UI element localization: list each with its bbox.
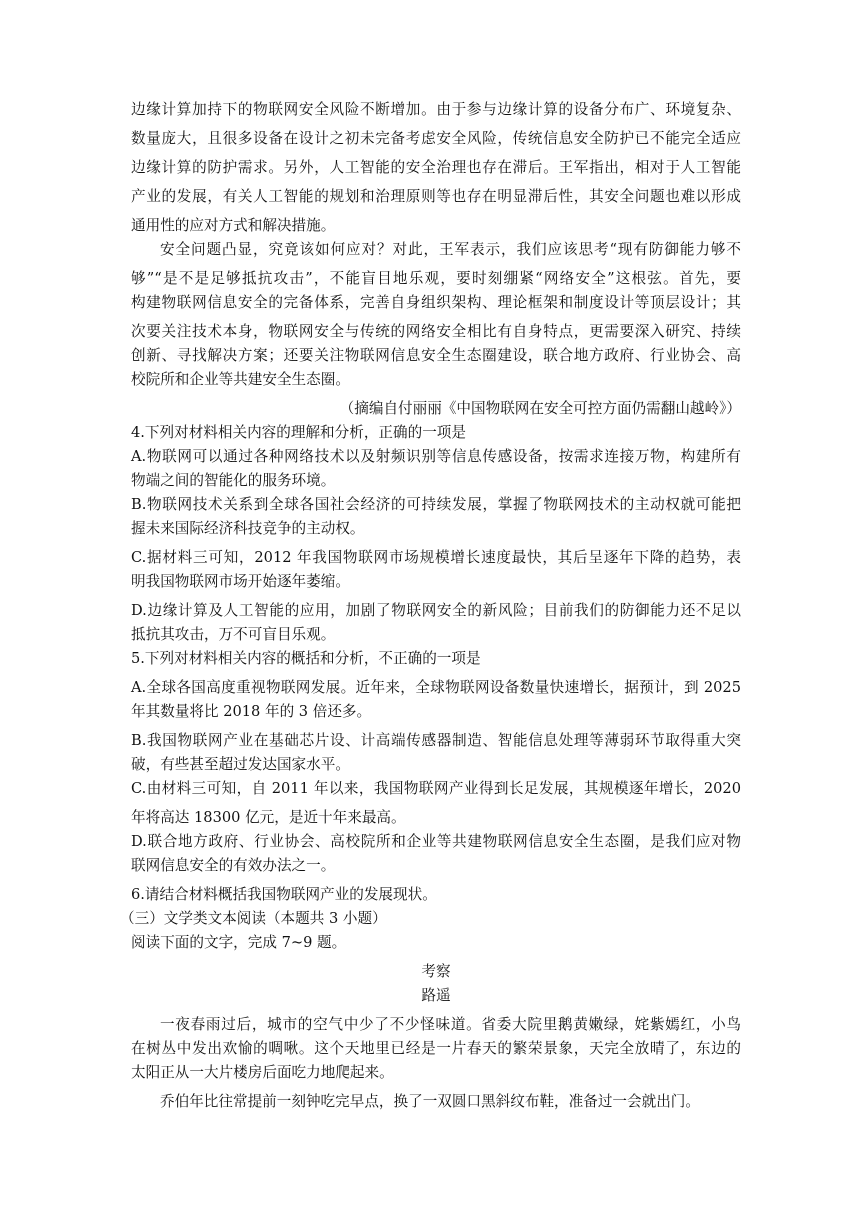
question-4-stem: 4.下列对材料相关内容的理解和分析，正确的一项是 <box>131 424 466 441</box>
section-instruction: 阅读下面的文字，完成 7~9 题。 <box>131 934 347 951</box>
q5-option-c: C.由材料三可知，自 2011 年以来，我国物联网产业得到长足发展，其规模逐年增长，2020 <box>131 780 741 797</box>
text-line: 数量庞大，且很多设备在设计之初未完备考虑安全风险，传统信息安全防护已不能完全适应 <box>131 130 741 147</box>
q4-option-d: D.边缘计算及人工智能的应用，加剧了物联网安全的新风险；目前我们的防御能力还不足以 <box>131 602 741 619</box>
q4-option-b: B.物联网技术关系到全球各国社会经济的可持续发展，掌握了物联网技术的主动权就可能把 <box>131 496 741 513</box>
q4-option-a: A.物联网可以通过各种网络技术以及射频识别等信息传感设备，按需求连接万物，构建所有 <box>131 448 741 465</box>
text-line: 通用性的应对方式和解决措施。 <box>131 217 336 234</box>
text-line: 在树丛中发出欢愉的啁啾。这个天地里已经是一片春天的繁荣景象，天完全放晴了，东边的 <box>131 1040 741 1057</box>
text-line: 产业的发展，有关人工智能的规划和治理原则等也存在明显滞后性，其安全问题也难以形成 <box>131 188 741 205</box>
q5-option-c-cont: 年将高达 18300 亿元，是近十年来最高。 <box>131 809 406 826</box>
text-line: 边缘计算加持下的物联网安全风险不断增加。由于参与边缘计算的设备分布广、环境复杂、 <box>131 101 741 118</box>
q4-option-c: C.据材料三可知，2012 年我国物联网市场规模增长速度最快，其后呈逐年下降的趋势，表 <box>131 549 741 566</box>
section-heading: （三）文学类文本阅读（本题共 3 小题） <box>120 910 387 927</box>
question-5-stem: 5.下列对材料相关内容的概括和分析，不正确的一项是 <box>131 650 481 667</box>
source-note: （摘编自付丽丽《中国物联网在安全可控方面仍需翻山越岭》） <box>339 400 741 417</box>
text-line: 一夜春雨过后，城市的空气中少了不少怪味道。省委大院里鹅黄嫩绿，姹紫嫣红，小鸟 <box>160 1016 741 1033</box>
q5-option-d-cont: 联网信息安全的有效办法之一。 <box>131 857 336 874</box>
story-author: 路遥 <box>421 987 451 1004</box>
text-line: 安全问题凸显，究竟该如何应对？对此，王军表示，我们应该思考“现有防御能力够不 <box>160 241 741 258</box>
text-line: 太阳正从一大片楼房后面吃力地爬起来。 <box>131 1064 394 1081</box>
text-line: 创新、寻找解决方案；还要关注物联网信息安全生态圈建设，联合地方政府、行业协会、高 <box>131 347 741 364</box>
q5-option-a: A.全球各国高度重视物联网发展。近年来，全球物联网设备数量快速增长，据预计，到 2025 <box>131 679 741 696</box>
q4-option-a-cont: 物端之间的智能化的服务环境。 <box>131 472 336 489</box>
text-line: 构建物联网信息安全的完备体系，完善自身组织架构、理论框架和制度设计等顶层设计；其 <box>131 294 741 311</box>
question-6-stem: 6.请结合材料概括我国物联网产业的发展现状。 <box>131 886 437 903</box>
text-line: 边缘计算的防护需求。另外，人工智能的安全治理也存在滞后。王军指出，相对于人工智能 <box>131 159 741 176</box>
q5-option-b-cont: 破，有些甚至超过发达国家水平。 <box>131 756 350 773</box>
q4-option-c-cont: 明我国物联网市场开始逐年萎缩。 <box>131 573 350 590</box>
q5-option-a-cont: 年其数量将比 2018 年的 3 倍还多。 <box>131 703 372 720</box>
text-line: 够”“是不是足够抵抗攻击”，不能盲目地乐观，要时刻绷紧“网络安全”这根弦。首先，要 <box>131 270 741 287</box>
q4-option-b-cont: 握未来国际经济科技竞争的主动权。 <box>131 520 365 537</box>
text-line: 校院所和企业等共建安全生态圈。 <box>131 371 350 388</box>
story-title: 考察 <box>421 963 451 980</box>
text-line: 次要关注技术本身，物联网安全与传统的网络安全相比有自身特点，更需要深入研究、持续 <box>131 323 741 340</box>
q4-option-d-cont: 抵抗其攻击，万不可盲目乐观。 <box>131 626 336 643</box>
q5-option-b: B.我国物联网产业在基础芯片设、计高端传感器制造、智能信息处理等薄弱环节取得重大突 <box>131 732 741 749</box>
q5-option-d: D.联合地方政府、行业协会、高校院所和企业等共建物联网信息安全生态圈，是我们应对物 <box>131 833 741 850</box>
text-line: 乔伯年比往常提前一刻钟吃完早点，换了一双圆口黑斜纹布鞋，准备过一会就出门。 <box>160 1093 700 1110</box>
